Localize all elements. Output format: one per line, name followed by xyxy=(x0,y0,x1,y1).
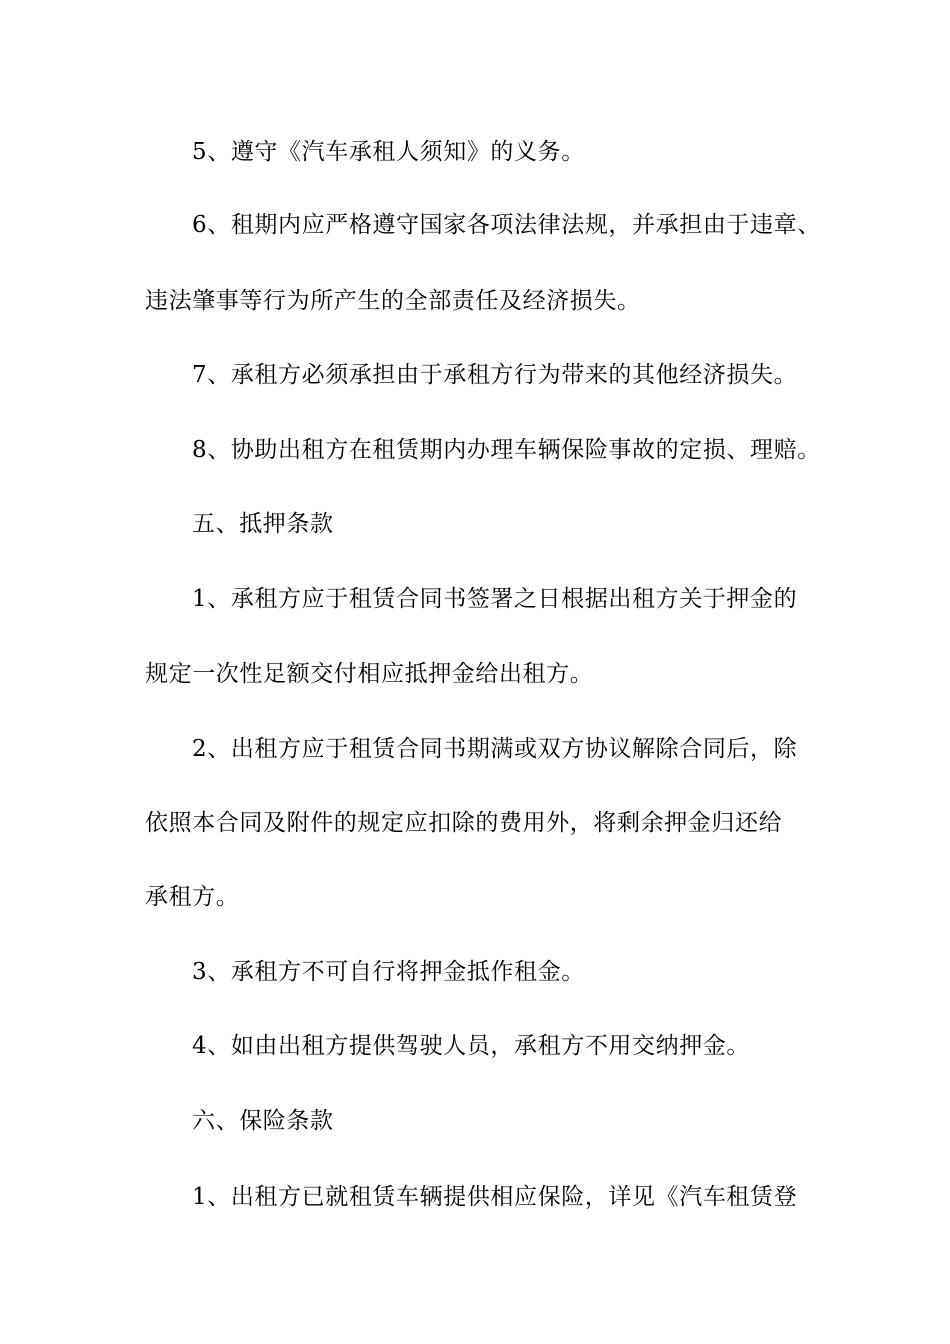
clause-4-6-line-1: 6、租期内应严格遵守国家各项法律法规，并承担由于违章、 xyxy=(192,212,821,238)
clause-4-5: 5、遵守《汽车承租人须知》的义务。 xyxy=(192,139,585,165)
clause-4-7: 7、承租方必须承担由于承租方行为带来的其他经济损失。 xyxy=(192,362,798,388)
clause-5-2-line-3: 承租方。 xyxy=(145,884,240,910)
section-heading-6: 六、保险条款 xyxy=(192,1108,334,1134)
clause-4-6-line-2: 违法肇事等行为所产生的全部责任及经济损失。 xyxy=(145,288,641,314)
clause-4-8: 8、协助出租方在租赁期内办理车辆保险事故的定损、理赔。 xyxy=(192,437,821,463)
clause-5-1-line-1: 1、承租方应于租赁合同书签署之日根据出租方关于押金的 xyxy=(192,586,798,612)
clause-5-2-line-1: 2、出租方应于租赁合同书期满或双方协议解除合同后，除 xyxy=(192,736,798,762)
clause-5-1-line-2: 规定一次性足额交付相应抵押金给出租方。 xyxy=(145,661,594,687)
clause-5-3: 3、承租方不可自行将押金抵作租金。 xyxy=(192,959,585,985)
clause-6-1-line-1: 1、出租方已就租赁车辆提供相应保险，详见《汽车租赁登 xyxy=(192,1184,798,1210)
clause-5-2-line-2: 依照本合同及附件的规定应扣除的费用外，将剩余押金归还给 xyxy=(145,810,783,836)
section-heading-5: 五、抵押条款 xyxy=(192,511,334,537)
clause-5-4: 4、如由出租方提供驾驶人员，承租方不用交纳押金。 xyxy=(192,1033,751,1059)
